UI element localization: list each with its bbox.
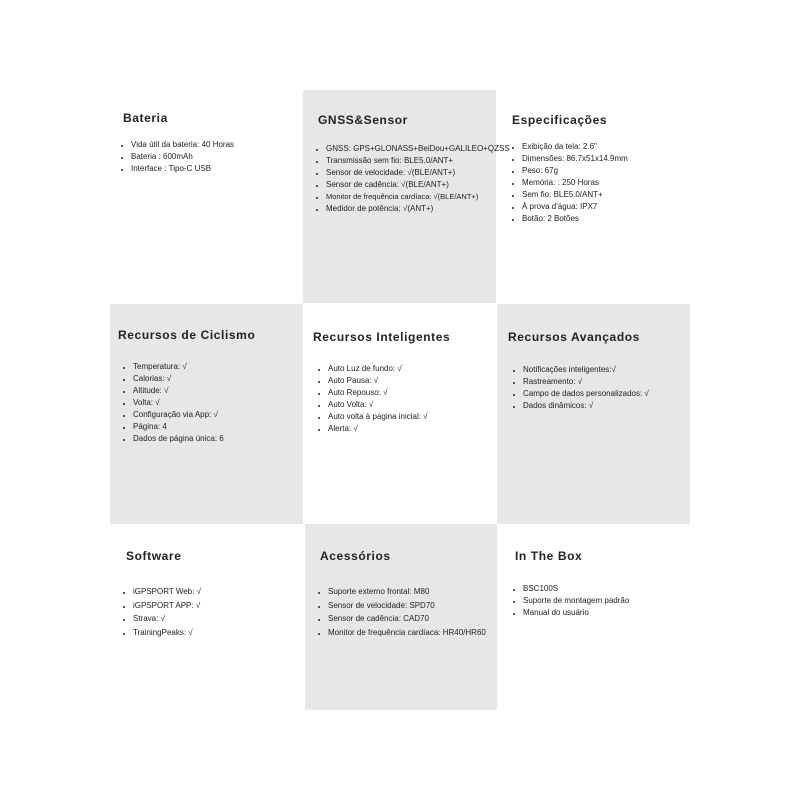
- list-item: • Sensor de cadência: √(BLE/ANT+): [326, 179, 510, 191]
- list-item: • TrainingPeaks: √: [133, 626, 313, 640]
- list-item: • Página: 4: [133, 421, 313, 433]
- list-item: • Volta: √: [133, 397, 313, 409]
- section-gnss-sensor: [303, 90, 510, 303]
- list-item: • Vida útil da bateria: 40 Horas: [131, 139, 311, 151]
- list-item: • iGPSPORT APP: √: [133, 599, 313, 613]
- list-item: • Sensor de cadência: CAD70: [328, 612, 493, 626]
- list-item: • Alerta: √: [328, 423, 508, 435]
- section-recursos-avancados: [497, 304, 690, 524]
- list-item: • Medidor de potência: √(ANT+): [326, 203, 510, 215]
- section-title: Especificações: [512, 113, 608, 127]
- list-item: • iGPSPORT Web: √: [133, 585, 313, 599]
- list-item: • Sensor de velocidade: √(BLE/ANT+): [326, 167, 510, 179]
- list-item: • Altitude: √: [133, 385, 313, 397]
- list-item: • À prova d'água: IPX7: [522, 201, 702, 213]
- spec-list: [508, 141, 702, 225]
- section-title: Bateria: [123, 111, 168, 125]
- spec-list: [509, 583, 703, 619]
- section-acessorios: [305, 524, 497, 710]
- section-in-the-box: [497, 524, 690, 710]
- spec-list: [119, 361, 313, 445]
- section-title: In The Box: [515, 549, 583, 563]
- list-item: • Dados de página única: 6: [133, 433, 313, 445]
- section-title: GNSS&Sensor: [318, 113, 408, 127]
- list-item: • Auto Repouso: √: [328, 387, 508, 399]
- list-item: • GNSS: GPS+GLONASS+BeiDou+GALILEO+QZSS: [326, 143, 510, 155]
- list-item: • Botão: 2 Botões: [522, 213, 702, 225]
- section-bateria: [110, 90, 303, 303]
- list-item: • Auto Luz de fundo: √: [328, 363, 508, 375]
- list-item: • Calorias: √: [133, 373, 313, 385]
- spec-list: [312, 143, 510, 215]
- list-item: • Suporte externo frontal: M80: [328, 585, 493, 599]
- list-item: • Sem fio: BLE5.0/ANT+: [522, 189, 702, 201]
- list-item: • Auto volta à pagina inicial: √: [328, 411, 508, 423]
- spec-list: [119, 585, 313, 639]
- list-item: • Rastreamento: √: [523, 376, 703, 388]
- section-recursos-inteligentes: [303, 304, 497, 524]
- section-recursos-ciclismo: [110, 304, 303, 524]
- section-especificacoes: [496, 90, 690, 303]
- section-software: [110, 524, 305, 710]
- list-item: • Monitor de frequência cardíaca: √(BLE/ANT+): [326, 191, 510, 203]
- list-item: • Dados dinâmicos: √: [523, 400, 703, 412]
- list-item: • Peso: 67g: [522, 165, 702, 177]
- list-item: • Suporte de montagem padrão: [523, 595, 703, 607]
- list-item: • Auto Pausa: √: [328, 375, 508, 387]
- section-title: Software: [126, 549, 182, 563]
- list-item: • Configuração via App: √: [133, 409, 313, 421]
- section-title: Recursos de Ciclismo: [118, 328, 256, 342]
- list-item: • Bateria : 600mAh: [131, 151, 311, 163]
- list-item: • Memória: : 250 Horas: [522, 177, 702, 189]
- section-title: Acessórios: [320, 549, 391, 563]
- spec-list: [314, 585, 493, 639]
- section-title: Recursos Inteligentes: [313, 330, 451, 344]
- list-item: • Notificações inteligentes:√: [523, 364, 703, 376]
- list-item: • Interface : Tipo-C USB: [131, 163, 311, 175]
- list-item: • BSC100S: [523, 583, 703, 595]
- spec-list: [314, 363, 508, 435]
- section-title: Recursos Avançados: [508, 330, 640, 344]
- list-item: • Transmissão sem fio: BLE5.0/ANT+: [326, 155, 510, 167]
- list-item: • Exibição da tela: 2.6": [522, 141, 702, 153]
- list-item: • Temperatura: √: [133, 361, 313, 373]
- list-item: • Sensor de velocidade: SPD70: [328, 599, 493, 613]
- list-item: • Strava: √: [133, 612, 313, 626]
- list-item: • Monitor de frequência cardíaca: HR40/HR60: [328, 626, 493, 640]
- list-item: • Manual do usuário: [523, 607, 703, 619]
- list-item: • Dimensões: 86.7x51x14.9mm: [522, 153, 702, 165]
- spec-list: [509, 364, 703, 412]
- spec-list: [117, 139, 311, 175]
- list-item: • Campo de dados personalizados: √: [523, 388, 703, 400]
- list-item: • Auto Volta: √: [328, 399, 508, 411]
